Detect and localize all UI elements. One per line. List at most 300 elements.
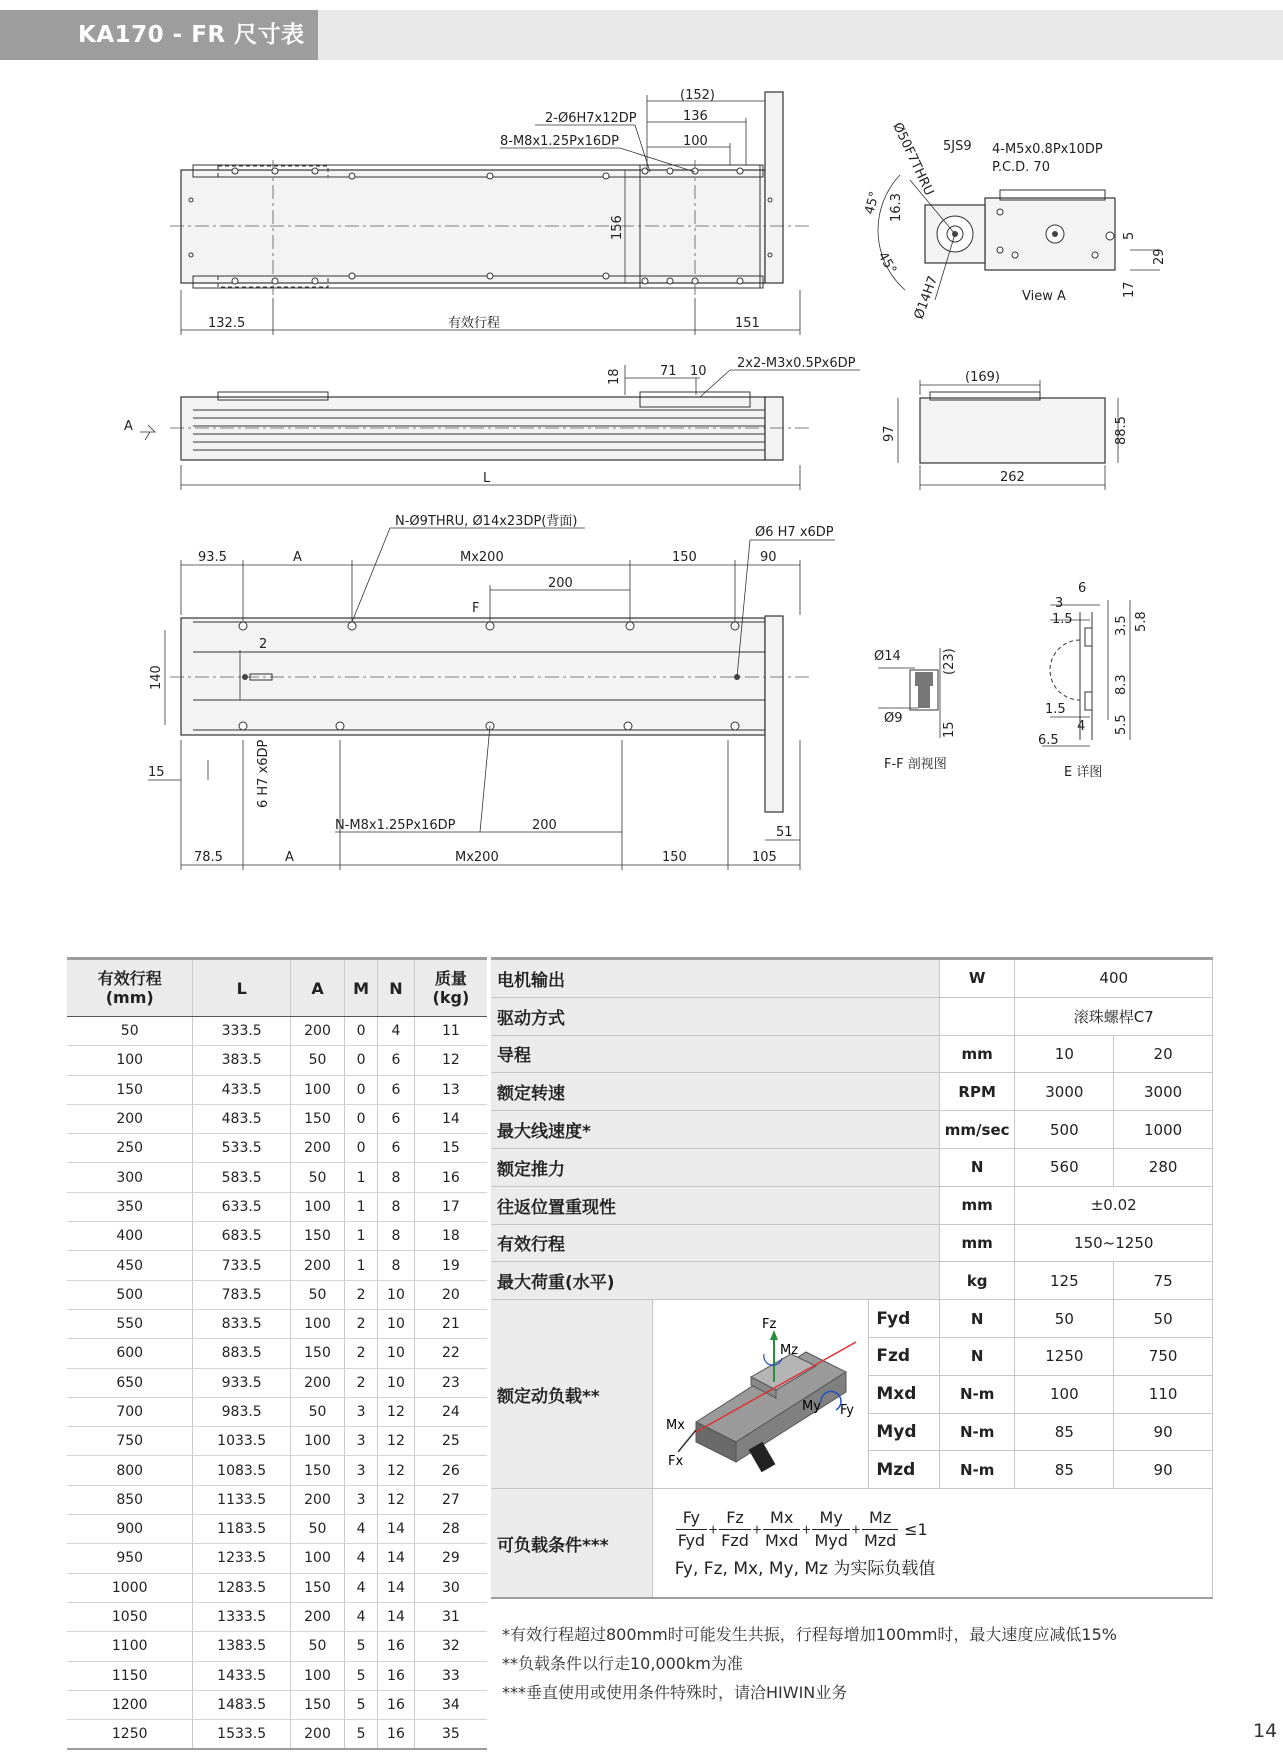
- table-cell: 2: [345, 1339, 378, 1368]
- ff-dim-9: Ø9: [884, 711, 903, 726]
- table-cell: 100: [290, 1661, 344, 1690]
- table-cell: 750: [67, 1427, 193, 1456]
- table-cell: 17: [414, 1192, 487, 1221]
- dim-18: 18: [607, 368, 622, 385]
- table-cell: 33: [414, 1661, 487, 1690]
- table-cell: 700: [67, 1397, 193, 1426]
- spec-row-dyn-2: Mxd N-m 100 110: [491, 1375, 1213, 1413]
- spec-row-dyn-4: Mzd N-m 85 90: [491, 1451, 1213, 1489]
- table-cell: 16: [414, 1163, 487, 1192]
- spec-row-repeat: 往返位置重现性 mm ±0.02: [491, 1186, 1213, 1224]
- table-cell: 50: [290, 1397, 344, 1426]
- table-cell: 8: [378, 1192, 415, 1221]
- table-cell: 6: [378, 1134, 415, 1163]
- table-cell: 12: [414, 1046, 487, 1075]
- table-cell: 833.5: [193, 1309, 291, 1338]
- table-cell: 50: [290, 1046, 344, 1075]
- table-cell: 10: [378, 1280, 415, 1309]
- dim-5: 5: [1122, 231, 1137, 240]
- note-2: **负载条件以行走10,000km为准: [502, 1654, 743, 1673]
- table-cell: 600: [67, 1339, 193, 1368]
- dim-169: (169): [965, 370, 1000, 385]
- table-cell: 983.5: [193, 1397, 291, 1426]
- table-cell: 10: [378, 1339, 415, 1368]
- table-cell: 24: [414, 1397, 487, 1426]
- dim-132-5: 132.5: [208, 316, 246, 331]
- table-cell: 19: [414, 1251, 487, 1280]
- table-cell: 5: [345, 1661, 378, 1690]
- table-row: [67, 1456, 487, 1485]
- table-cell: 100: [290, 1309, 344, 1338]
- table-row: [67, 1075, 487, 1104]
- table-cell: 800: [67, 1456, 193, 1485]
- table-row: [67, 1573, 487, 1602]
- table-cell: 150: [290, 1573, 344, 1602]
- table-cell: 20: [414, 1280, 487, 1309]
- e-dim-4: 4: [1077, 719, 1086, 734]
- spec-row-drive: 驱动方式 滚珠螺桿C7: [491, 997, 1213, 1035]
- table-cell: 200: [290, 1017, 344, 1046]
- table-cell: 6: [378, 1104, 415, 1133]
- section-F: F: [472, 601, 480, 616]
- note-1: *有效行程超过800mm时可能发生共振，行程每增加100mm时，最大速度应减低15%: [502, 1625, 1117, 1644]
- table-cell: 5: [345, 1632, 378, 1661]
- table-cell: 850: [67, 1485, 193, 1514]
- table-cell: 21: [414, 1309, 487, 1338]
- table-cell: 6: [378, 1075, 415, 1104]
- table-row: [67, 1397, 487, 1426]
- table-cell: 14: [378, 1573, 415, 1602]
- title-tab: [0, 10, 318, 60]
- table-cell: 500: [67, 1280, 193, 1309]
- dim-A2: A: [285, 850, 294, 865]
- table-cell: 200: [290, 1368, 344, 1397]
- e-dim-1-5b: 1.5: [1045, 702, 1066, 717]
- dim-156: 156: [610, 215, 625, 240]
- table-cell: 0: [345, 1104, 378, 1133]
- table-cell: 150: [290, 1339, 344, 1368]
- table-cell: 3: [345, 1427, 378, 1456]
- table-cell: 10: [378, 1368, 415, 1397]
- section-ff: [874, 648, 957, 772]
- col-stroke: 有效行程 (mm): [67, 959, 193, 1017]
- dim-10: 10: [690, 364, 707, 379]
- table-cell: 8: [378, 1251, 415, 1280]
- table-row: [67, 1544, 487, 1573]
- table-cell: 1: [345, 1251, 378, 1280]
- col-L: L: [193, 959, 291, 1017]
- pin-spec-2: 6 H7 x6DP: [256, 739, 271, 808]
- ff-dim-23: (23): [942, 648, 957, 675]
- spec-row-load: 最大荷重(水平) kg 125 75: [491, 1262, 1213, 1300]
- spec-row-thrust: 额定推力 N 560 280: [491, 1148, 1213, 1186]
- table-cell: 1: [345, 1163, 378, 1192]
- table-cell: 12: [378, 1485, 415, 1514]
- dim-16-3: 16.3: [889, 193, 904, 222]
- dim-17: 17: [1122, 281, 1137, 298]
- dim-150: 150: [672, 550, 697, 565]
- ff-dim-14: Ø14: [874, 649, 901, 664]
- spec-row-dyn-0: 额定动负载** Fz Mz Mx My Fy Fx Fyd N 50 50: [491, 1300, 1213, 1338]
- note-3: ***垂直使用或使用条件特殊时，请洽HIWIN业务: [502, 1683, 848, 1702]
- table-cell: 150: [67, 1075, 193, 1104]
- table-row: [67, 1163, 487, 1192]
- frac-fy: $\frac{Fy}{\text{Fyd}}$: [677, 1508, 706, 1551]
- e-dim-6-5: 6.5: [1038, 733, 1059, 748]
- table-cell: 1333.5: [193, 1602, 291, 1631]
- table-cell: 23: [414, 1368, 487, 1397]
- dim-200: 200: [548, 576, 573, 591]
- dim-78-5: 78.5: [194, 850, 223, 865]
- table-cell: 1383.5: [193, 1632, 291, 1661]
- table-cell: 50: [67, 1017, 193, 1046]
- e-dim-3: 3: [1055, 596, 1064, 611]
- table-cell: 200: [290, 1251, 344, 1280]
- dim-93-5: 93.5: [198, 550, 227, 565]
- table-cell: 8: [378, 1222, 415, 1251]
- angle-45b: 45°: [874, 249, 900, 277]
- table-cell: 150: [290, 1690, 344, 1719]
- table-cell: 1200: [67, 1690, 193, 1719]
- table-cell: 400: [67, 1222, 193, 1251]
- table-row: [67, 1515, 487, 1544]
- spec-row-motor: 电机输出 W 400: [491, 959, 1213, 998]
- table-row: [67, 1339, 487, 1368]
- diag-my: My: [801, 1399, 821, 1415]
- condition-label: 可负载条件***: [491, 1489, 652, 1599]
- table-row: [67, 1485, 487, 1514]
- table-row: [67, 1661, 487, 1690]
- view-a-label: View A: [1022, 289, 1066, 304]
- dim-L: L: [483, 471, 491, 486]
- table-cell: 3: [345, 1485, 378, 1514]
- table-cell: 4: [345, 1515, 378, 1544]
- e-dim-5-8: 5.8: [1134, 611, 1149, 632]
- pin-spec: Ø6 H7 x6DP: [755, 525, 834, 540]
- table-cell: 3: [345, 1397, 378, 1426]
- dim-2: 2: [259, 637, 268, 652]
- table-cell: 300: [67, 1163, 193, 1192]
- table-cell: 4: [345, 1573, 378, 1602]
- view-arrow-a: A: [124, 419, 133, 434]
- table-cell: 26: [414, 1456, 487, 1485]
- hole-spec-1: 2-Ø6H7x12DP: [545, 111, 637, 126]
- key-5js9: 5JS9: [943, 139, 972, 154]
- table-cell: 31: [414, 1602, 487, 1631]
- table-cell: 4: [345, 1602, 378, 1631]
- formula-note: Fy, Fz, Mx, My, Mz 为实际负载值: [674, 1559, 936, 1580]
- view-a: [862, 120, 1167, 321]
- table-cell: 1100: [67, 1632, 193, 1661]
- table-cell: 4: [345, 1544, 378, 1573]
- frac-mx: $\frac{Mx}{\text{Mxd}}$: [764, 1508, 799, 1551]
- table-cell: 25: [414, 1427, 487, 1456]
- dimension-table: [67, 957, 487, 1750]
- table-cell: 8: [378, 1163, 415, 1192]
- table-cell: 16: [378, 1632, 415, 1661]
- table-cell: 14: [378, 1544, 415, 1573]
- table-cell: 2: [345, 1309, 378, 1338]
- table-row: [67, 1017, 487, 1046]
- table-cell: 0: [345, 1075, 378, 1104]
- table-cell: 1: [345, 1222, 378, 1251]
- table-row: [67, 1427, 487, 1456]
- col-mass: 质量 (kg): [414, 959, 487, 1017]
- table-row: [67, 1602, 487, 1631]
- table-cell: 2: [345, 1280, 378, 1309]
- phi50: Ø50F7THRU: [889, 120, 937, 199]
- axis-diagram: [656, 1302, 866, 1482]
- dim-136: 136: [683, 109, 708, 124]
- dyn-load-label: 额定动负载**: [491, 1300, 652, 1489]
- table-row: [67, 1368, 487, 1397]
- table-cell: 0: [345, 1134, 378, 1163]
- top-view: [170, 88, 810, 335]
- table-cell: 1050: [67, 1602, 193, 1631]
- spec-row-speed: 额定转速 RPM 3000 3000: [491, 1073, 1213, 1111]
- table-cell: 1250: [67, 1720, 193, 1750]
- table-cell: 100: [290, 1544, 344, 1573]
- table-cell: 14: [378, 1515, 415, 1544]
- table-cell: 12: [378, 1456, 415, 1485]
- ff-label: F-F 剖视图: [884, 757, 947, 772]
- page-title: KA170 - FR 尺寸表: [78, 22, 305, 48]
- table-row: [67, 1690, 487, 1719]
- dim-152: (152): [680, 88, 715, 103]
- table-cell: 1483.5: [193, 1690, 291, 1719]
- table-cell: 200: [67, 1104, 193, 1133]
- diag-mx: Mx: [665, 1418, 685, 1434]
- angle-45: 45°: [862, 189, 883, 217]
- e-label: E 详图: [1064, 765, 1103, 780]
- table-cell: 1: [345, 1192, 378, 1221]
- table-row: [67, 1192, 487, 1221]
- table-cell: 16: [378, 1661, 415, 1690]
- title-bar: [0, 10, 1283, 60]
- table-row: [67, 1104, 487, 1133]
- dim-51: 51: [776, 825, 793, 840]
- table-cell: 1083.5: [193, 1456, 291, 1485]
- table-cell: 333.5: [193, 1017, 291, 1046]
- table-cell: 11: [414, 1017, 487, 1046]
- table-cell: 13: [414, 1075, 487, 1104]
- table-cell: 28: [414, 1515, 487, 1544]
- table-cell: 22: [414, 1339, 487, 1368]
- table-cell: 433.5: [193, 1075, 291, 1104]
- table-cell: 200: [290, 1602, 344, 1631]
- table-cell: 550: [67, 1309, 193, 1338]
- table-cell: 1183.5: [193, 1515, 291, 1544]
- table-cell: 150: [290, 1104, 344, 1133]
- table-cell: 950: [67, 1544, 193, 1573]
- table-cell: 1133.5: [193, 1485, 291, 1514]
- table-cell: 733.5: [193, 1251, 291, 1280]
- table-cell: 933.5: [193, 1368, 291, 1397]
- dim-mx200: Mx200: [460, 550, 504, 565]
- table-cell: 883.5: [193, 1339, 291, 1368]
- e-dim-1-5: 1.5: [1052, 612, 1073, 627]
- table-row: [67, 1251, 487, 1280]
- table-cell: 383.5: [193, 1046, 291, 1075]
- table-row: [67, 1309, 487, 1338]
- table-cell: 100: [67, 1046, 193, 1075]
- table-cell: 4: [378, 1017, 415, 1046]
- table-cell: 18: [414, 1222, 487, 1251]
- table-row: [67, 1046, 487, 1075]
- table-cell: 633.5: [193, 1192, 291, 1221]
- spec-table: [491, 957, 1213, 1599]
- table-cell: 3: [345, 1456, 378, 1485]
- phi14: Ø14H7: [911, 274, 942, 322]
- table-cell: 32: [414, 1632, 487, 1661]
- table-cell: 1033.5: [193, 1427, 291, 1456]
- table-cell: 6: [378, 1046, 415, 1075]
- table-cell: 250: [67, 1134, 193, 1163]
- table-cell: 683.5: [193, 1222, 291, 1251]
- table-row: [67, 1632, 487, 1661]
- table-cell: 1233.5: [193, 1544, 291, 1573]
- table-cell: 200: [290, 1485, 344, 1514]
- load-formula: [652, 1489, 1212, 1599]
- frac-my: $\frac{My}{\text{Myd}}$: [814, 1508, 848, 1551]
- pcd-70: P.C.D. 70: [992, 160, 1050, 175]
- table-cell: 50: [290, 1163, 344, 1192]
- diag-mz: Mz: [779, 1343, 798, 1359]
- col-N: N: [378, 959, 415, 1017]
- diag-fy: Fy: [839, 1403, 854, 1419]
- table-cell: 14: [414, 1104, 487, 1133]
- table-row: [67, 1720, 487, 1750]
- detail-e: [1038, 581, 1149, 780]
- table-cell: 30: [414, 1573, 487, 1602]
- diag-fx: Fx: [667, 1454, 683, 1470]
- table-cell: 200: [290, 1720, 344, 1750]
- table-cell: 16: [378, 1720, 415, 1750]
- dim-151: 151: [735, 316, 760, 331]
- table-cell: 35: [414, 1720, 487, 1750]
- table-cell: 5: [345, 1720, 378, 1750]
- table-cell: 15: [414, 1134, 487, 1163]
- table-cell: 12: [378, 1397, 415, 1426]
- table-cell: 2: [345, 1368, 378, 1397]
- table-cell: 10: [378, 1309, 415, 1338]
- e-dim-8-3: 8.3: [1114, 674, 1129, 695]
- table-cell: 150: [290, 1456, 344, 1485]
- dim-15: 15: [148, 765, 165, 780]
- table-cell: 900: [67, 1515, 193, 1544]
- table-cell: 0: [345, 1017, 378, 1046]
- dim-105: 105: [752, 850, 777, 865]
- dim-150b: 150: [662, 850, 687, 865]
- technical-drawing: [0, 75, 1283, 885]
- table-cell: 14: [378, 1602, 415, 1631]
- dim-mx200b: Mx200: [455, 850, 499, 865]
- table-cell: 29: [414, 1544, 487, 1573]
- table-cell: 50: [290, 1632, 344, 1661]
- table-cell: 27: [414, 1485, 487, 1514]
- table-cell: 5: [345, 1690, 378, 1719]
- dim-97: 97: [882, 425, 897, 442]
- table-cell: 450: [67, 1251, 193, 1280]
- table-cell: 150: [290, 1222, 344, 1251]
- table-cell: 1150: [67, 1661, 193, 1690]
- side-view: [124, 356, 860, 490]
- dim-140: 140: [149, 665, 164, 690]
- spec-row-dyn-1: Fzd N 1250 750: [491, 1337, 1213, 1375]
- spec-row-maxspeed: 最大线速度* mm/sec 500 1000: [491, 1111, 1213, 1149]
- table-cell: 0: [345, 1046, 378, 1075]
- table-cell: 200: [290, 1134, 344, 1163]
- dim-A: A: [293, 550, 302, 565]
- page-number: 14: [1253, 1720, 1278, 1742]
- table-cell: 50: [290, 1515, 344, 1544]
- dim-90: 90: [760, 550, 777, 565]
- dim-100: 100: [683, 134, 708, 149]
- table-cell: 34: [414, 1690, 487, 1719]
- dim-29: 29: [1152, 248, 1167, 265]
- table-cell: 1283.5: [193, 1573, 291, 1602]
- hole-spec-2: 8-M8x1.25Px16DP: [500, 134, 620, 149]
- table-cell: 783.5: [193, 1280, 291, 1309]
- dim-88-5: 88.5: [1114, 416, 1129, 445]
- table-cell: 100: [290, 1192, 344, 1221]
- table-cell: 1000: [67, 1573, 193, 1602]
- frac-fz: $\frac{Fz}{\text{Fzd}}$: [721, 1508, 749, 1551]
- table-cell: 483.5: [193, 1104, 291, 1133]
- e-dim-6: 6: [1078, 581, 1087, 596]
- ff-dim-15: 15: [942, 721, 957, 738]
- col-M: M: [345, 959, 378, 1017]
- frac-mz: $\frac{Mz}{\text{Mzd}}$: [863, 1508, 897, 1551]
- table-row: [67, 1280, 487, 1309]
- tap-m5: 4-M5x0.8Px10DP: [992, 142, 1103, 157]
- tap-m3: 2x2-M3x0.5Px6DP: [737, 356, 856, 371]
- formula-line: $\frac{Fy}{\text{Fyd}}$ + $\frac{Fz}{\text{Fzd}}$ + $\frac{Mx}{\text{Mxd}}$ + $\frac{My}{\text{Myd}}$ + $\frac{Mz}{\text{Mzd}}$ ≤1: [677, 1508, 928, 1551]
- e-dim-3-5: 3.5: [1114, 615, 1129, 636]
- footnotes: [502, 1620, 1117, 1707]
- bottom-tap-spec: N-M8x1.25Px16DP: [335, 818, 456, 833]
- table-cell: 100: [290, 1075, 344, 1104]
- bottom-view: [148, 513, 835, 870]
- dim-200b: 200: [532, 818, 557, 833]
- table-cell: 12: [378, 1427, 415, 1456]
- table-header-row: [67, 959, 487, 1017]
- table-cell: 533.5: [193, 1134, 291, 1163]
- table-cell: 583.5: [193, 1163, 291, 1192]
- table-row: [67, 1222, 487, 1251]
- spec-row-dyn-3: Myd N-m 85 90: [491, 1413, 1213, 1451]
- diag-fz: Fz: [761, 1317, 776, 1333]
- spec-row-stroke: 有效行程 mm 150~1250: [491, 1224, 1213, 1262]
- table-cell: 50: [290, 1280, 344, 1309]
- table-cell: 1533.5: [193, 1720, 291, 1750]
- table-cell: 1433.5: [193, 1661, 291, 1690]
- spec-row-lead: 导程 mm 10 20: [491, 1035, 1213, 1073]
- table-cell: 16: [378, 1690, 415, 1719]
- dim-262: 262: [1000, 470, 1025, 485]
- bottom-hole-spec: N-Ø9THRU, Ø14x23DP(背面): [395, 514, 578, 529]
- e-dim-5-5: 5.5: [1114, 714, 1129, 735]
- table-cell: 100: [290, 1427, 344, 1456]
- stroke-label: 有效行程: [448, 316, 501, 331]
- end-view: [882, 370, 1129, 490]
- spec-row-condition: [491, 1489, 1213, 1599]
- col-A: A: [290, 959, 344, 1017]
- table-cell: 350: [67, 1192, 193, 1221]
- dim-71: 71: [660, 364, 677, 379]
- load-diagram: [652, 1300, 869, 1489]
- table-row: [67, 1134, 487, 1163]
